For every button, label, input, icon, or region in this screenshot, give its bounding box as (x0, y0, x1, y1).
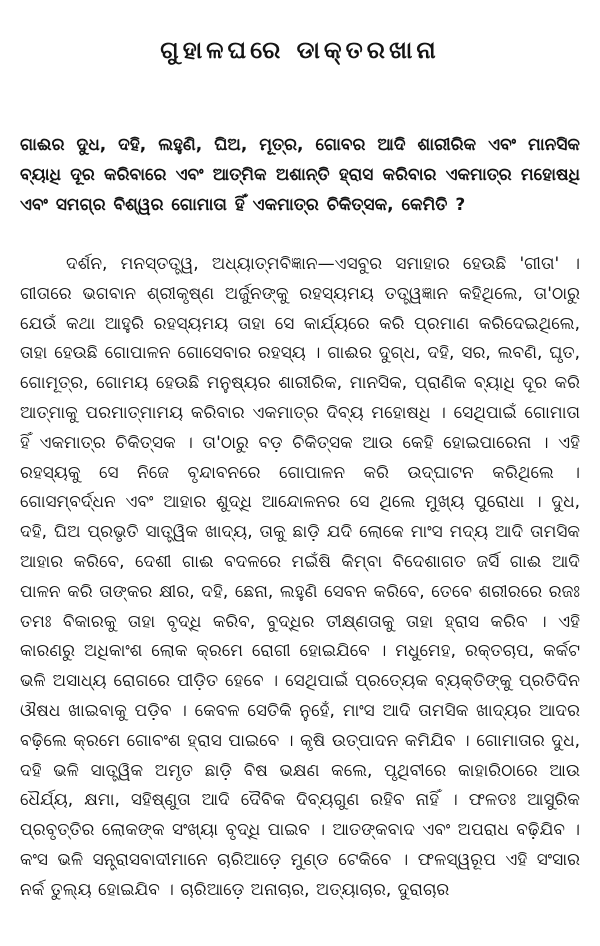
intro-paragraph: ଗାଈର ଦୁଧ, ଦହି, ଲହୁଣି, ଘିଅ, ମୂତ୍ର, ଗୋବର ଆଦି ଶାରୀରିକ ଏବଂ ମାନସିକ ବ୍ୟାଧି ଦୂର କରିବାରେ ଏବଂ ଆତ୍ମିକ ଅଶାନ୍ତି ହ୍ରାସ କରିବାର ଏକମାତ୍ର ମହୋଷଧି ଏବଂ ସମଗ୍ର ବିଶ୍ୱର ଗୋମାତା ହିଁ ଏକମାତ୍ର ଚିକିତ୍ସକ, କେମିତି ? (20, 135, 580, 215)
page-title: ଗୁହାଳଘରେ ଡାକ୍ତରଖାନା (160, 36, 440, 64)
body-paragraph: ଦର୍ଶନ, ମନସ୍ତତ୍ତ୍ୱ, ଅଧ୍ୟାତ୍ମବିଜ୍ଞାନ—ଏସବୁର ସମାହାର ହେଉଛି 'ଗୀତା' । ଗୀତାରେ ଭଗବାନ ଶ୍ରୀକୃଷ୍ଣ ଅର୍ଜୁନଙ୍କୁ ରହସ୍ୟମୟ ତତ୍ତ୍ୱଜ୍ଞାନ କହିଥିଲେ, ତା'ଠାରୁ ଯେଉଁ କଥା ଆହୁରି ରହସ୍ୟମୟ ତାହା ସେ କାର୍ଯ୍ୟରେ କରି ପ୍ରମାଣ କରିଦେଇଥିଲେ, ତାହା ହେଉଛି ଗୋପାଳନ ଗୋସେବାର ରହସ୍ୟ । ଗାଈର ଦୁଗ୍ଧ, ଦହି, ସର, ଲବଣି, ଘୃତ, ଗୋମୂତ୍ର, ଗୋମୟ ହେଉଛି ମନୁଷ୍ୟର ଶାରୀରିକ, ମାନସିକ, ପ୍ରାଣିକ ବ୍ୟାଧି ଦୂର କରି ଆତ୍ମାକୁ ପରମାତ୍ମାମୟ କରିବାର ଏକମାତ୍ର ଦିବ୍ୟ ମହୋଷଧି । ସେଥିପାଇଁ ଗୋମାତା ହିଁ ଏକମାତ୍ର ଚିକିତ୍ସକ । ତା'ଠାରୁ ବଡ଼ ଚିକିତ୍ସକ ଆଉ କେହି ହୋଇପାରେନା । ଏହି ରହସ୍ୟକୁ ସେ ନିଜେ ବୃନ୍ଦାବନରେ ଗୋପାଳନ କରି ଉଦ୍‌ଘାଟନ କରିଥିଲେ । ଗୋସମ୍ବର୍ଦ୍ଧନ ଏବଂ ଆହାର ଶୁଦ୍ଧି ଆନ୍ଦୋଳନର ସେ ଥିଲେ ମୁଖ୍ୟ ପୁରୋଧା । ଦୁଧ, ଦହି, ଘିଅ ପ୍ରଭୃତି ସାତ୍ତ୍ୱିକ ଖାଦ୍ୟ, ତାକୁ ଛାଡ଼ି ଯଦି ଲୋକେ ମାଂସ ମଦ୍ୟ ଆଦି ତାମସିକ ଆହାର କରିବେ, ଦେଶୀ ଗାଈ ବଦଳରେ ମଇଁଷି କିମ୍ବା ବିଦେଶାଗତ ଜର୍ସି ଗାଈ ଆଦି ପାଳନ କରି ତାଙ୍କର କ୍ଷୀର, ଦହି, ଛେନା, ଲହୁଣି ସେବନ କରିବେ, ତେବେ ଶରୀରରେ ରଜଃ ତମଃ ବିକାରକୁ ତାହା ବୃଦ୍ଧି କରିବ, ବୁଦ୍ଧିର ତୀକ୍ଷ୍ଣତାକୁ ତାହା ହ୍ରାସ କରିବ । ଏହି କାରଣରୁ ଅଧିକାଂଶ ଲୋକ କ୍ରମେ ରୋଗୀ ହୋଇଯିବେ । ମଧୁମେହ, ରକ୍ତଚାପ, କର୍କଟ ଭଳି ଅସାଧ୍ୟ ରୋଗରେ ପୀଡ଼ିତ ହେବେ । ସେଥିପାଇଁ ପ୍ରତ୍ୟେକ ବ୍ୟକ୍ତିଙ୍କୁ ପ୍ରତିଦିନ ଔଷଧ ଖାଇବାକୁ ପଡ଼ିବ । କେବଳ ସେତିକି ନୁହେଁ, ମାଂସ ଆଦି ତାମସିକ ଖାଦ୍ୟର ଆଦର ବଢ଼ିଲେ କ୍ରମେ ଗୋବଂଶ ହ୍ରାସ ପାଇବେ । କୃଷି ଉତ୍ପାଦନ କମିଯିବ । ଗୋମାତାର ଦୁଧ, ଦହି ଭଳି ସାତ୍ତ୍ୱିକ ଅମୃତ ଛାଡ଼ି ବିଷ ଭକ୍ଷଣ କଲେ, ପୃଥିବୀରେ କାହାରିଠାରେ ଆଉ ଧୈର୍ଯ୍ୟ, କ୍ଷମା, ସହିଷ୍ଣୁତା ଆଦି ଦୈବିକ ଦିବ୍ୟଗୁଣ ରହିବ ନାହିଁ । ଫଳତଃ ଆସୁରିକ ପ୍ରବୃତ୍ତିର ଲୋକଙ୍କ ସଂଖ୍ୟା ବୃଦ୍ଧି ପାଇବ । ଆତଙ୍କବାଦ ଏବଂ ଅପରାଧ ବଢ଼ିଯିବ । କଂସ ଭଳି ସନ୍ତ୍ରାସବାଦୀମାନେ ଚାରିଆଡ଼େ ମୁଣ୍ଡ ଟେକିବେ । ଫଳସ୍ୱରୂପ ଏହି ସଂସାର ନର୍କ ତୁଲ୍ୟ ହୋଇଯିବ । ଚାରିଆଡ଼େ ଅନାଚାର, ଅତ୍ୟାଚାର, ଦୁରାଚାର (20, 254, 580, 900)
